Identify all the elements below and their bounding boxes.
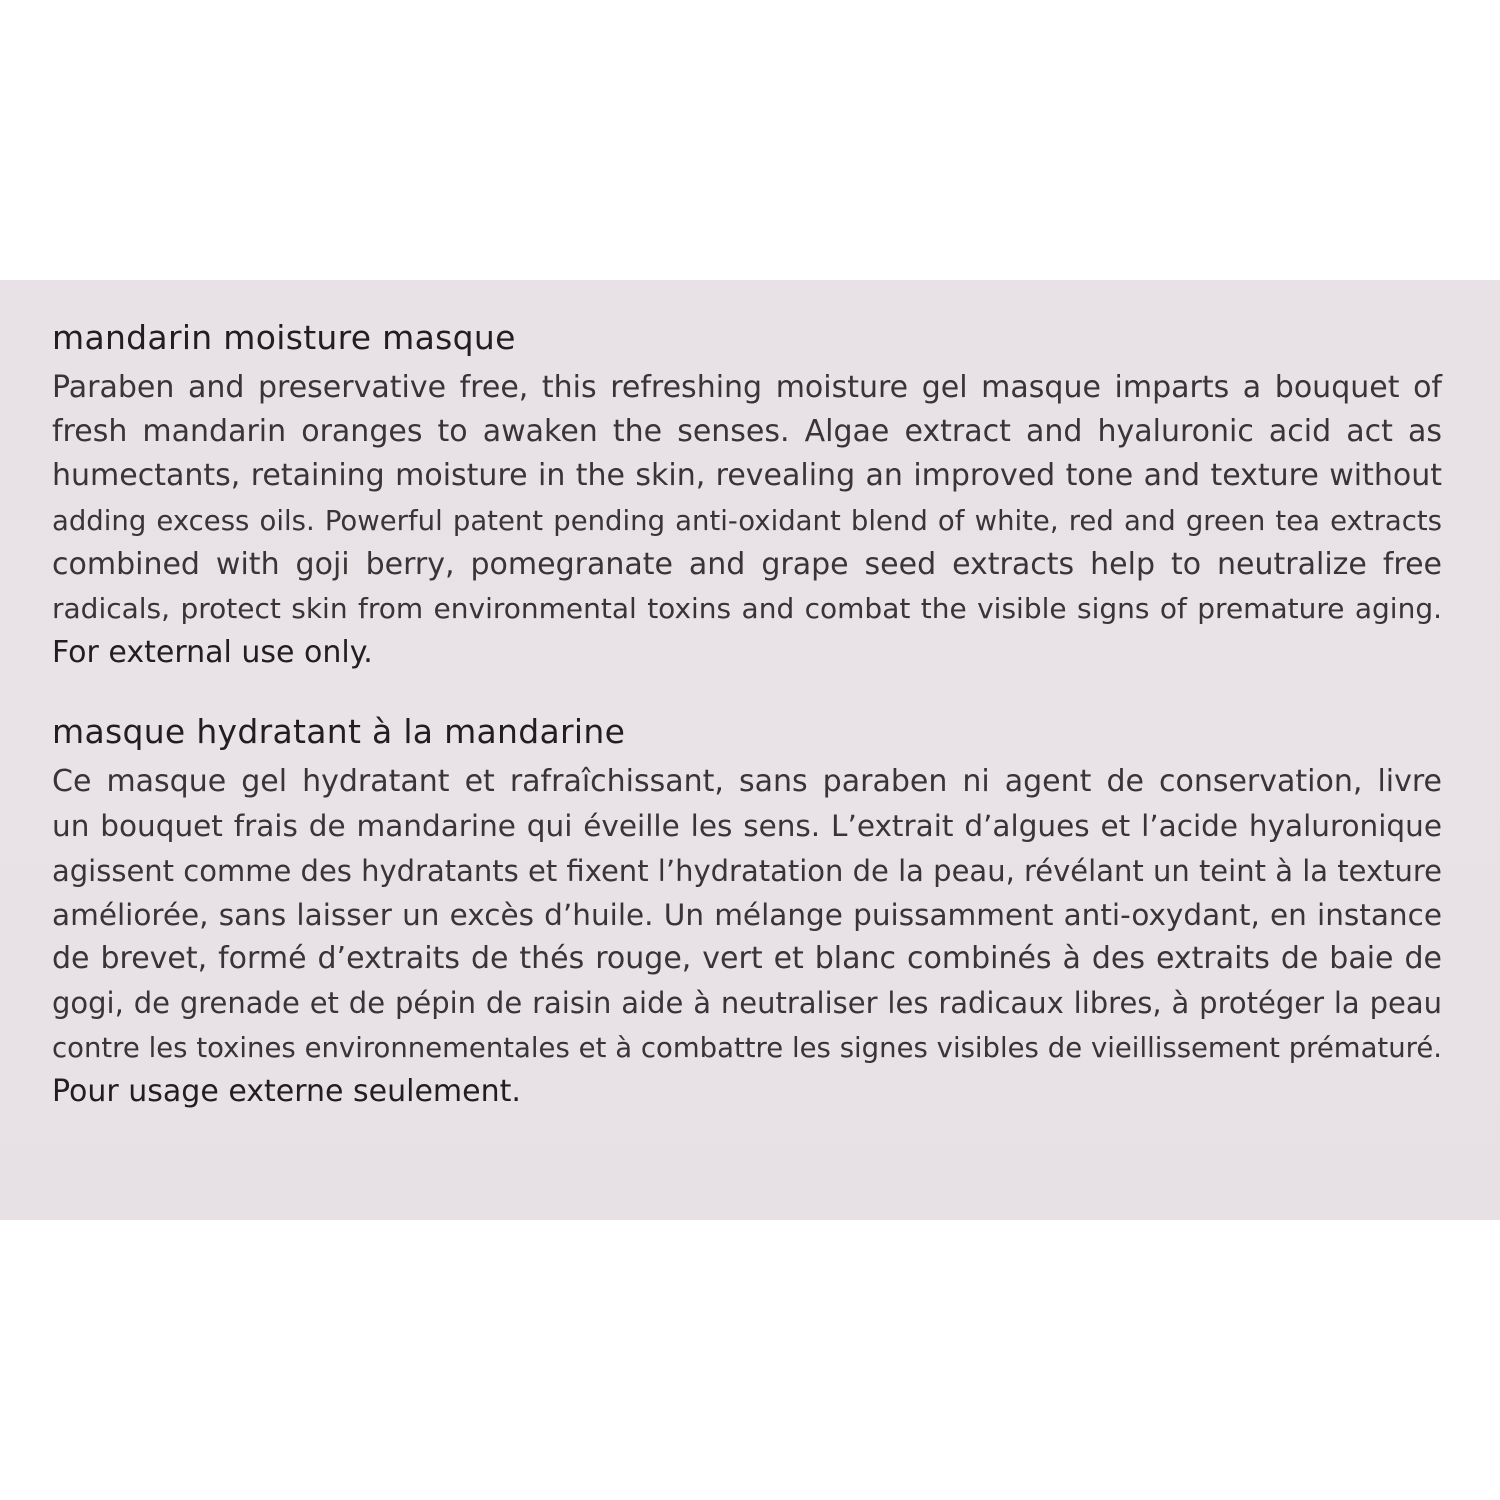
product-label-panel xyxy=(0,280,1500,1220)
english-description xyxy=(52,366,1442,675)
french-usage-warning: Pour usage externe seulement. xyxy=(52,1074,521,1110)
english-description-line: fresh mandarin oranges to awaken the senses. Algae extract and hyaluronic acid act as xyxy=(52,414,1442,450)
french-description-line: agissent comme des hydratants et fixent l’hydratation de la peau, révélant un teint à la texture xyxy=(52,853,1442,888)
english-description-line: adding excess oils. Powerful patent pending anti-oxidant blend of white, red and green tea extracts xyxy=(52,504,1442,537)
french-description-line: de brevet, formé d’extraits de thés rouge, vert et blanc combinés à des extraits de baie de xyxy=(52,941,1442,977)
french-description-line: améliorée, sans laisser un excès d’huile. Un mélange puissamment anti-oxydant, en instance xyxy=(52,897,1442,932)
english-section xyxy=(52,318,1442,675)
english-product-title: mandarin moisture masque xyxy=(52,318,516,357)
english-description-line: Paraben and preservative free, this refreshing moisture gel masque imparts a bouquet of xyxy=(52,370,1442,405)
french-description-line: Ce masque gel hydratant et rafraîchissant, sans paraben ni agent de conservation, livre xyxy=(52,764,1442,799)
english-description-line: combined with goji berry, pomegranate and grape seed extracts help to neutralize free xyxy=(52,546,1442,582)
french-description-line: un bouquet frais de mandarine qui éveille les sens. L’extrait d’algues et l’acide hyaluronique xyxy=(52,809,1442,844)
french-description-line: contre les toxines environnementales et à combattre les signes visibles de vieillissement prématuré. xyxy=(52,1031,1442,1064)
english-usage-warning: For external use only. xyxy=(52,635,373,671)
english-description-line: radicals, protect skin from environmental toxins and combat the visible signs of premature aging. xyxy=(52,591,1442,625)
french-section xyxy=(52,712,1442,1114)
english-description-line: humectants, retaining moisture in the skin, revealing an improved tone and texture without xyxy=(52,458,1442,494)
french-description-line: gogi, de grenade et de pépin de raisin aide à neutraliser les radicaux libres, à protéger la peau xyxy=(52,986,1442,1021)
french-description xyxy=(52,760,1442,1114)
french-product-title: masque hydratant à la mandarine xyxy=(52,712,626,751)
